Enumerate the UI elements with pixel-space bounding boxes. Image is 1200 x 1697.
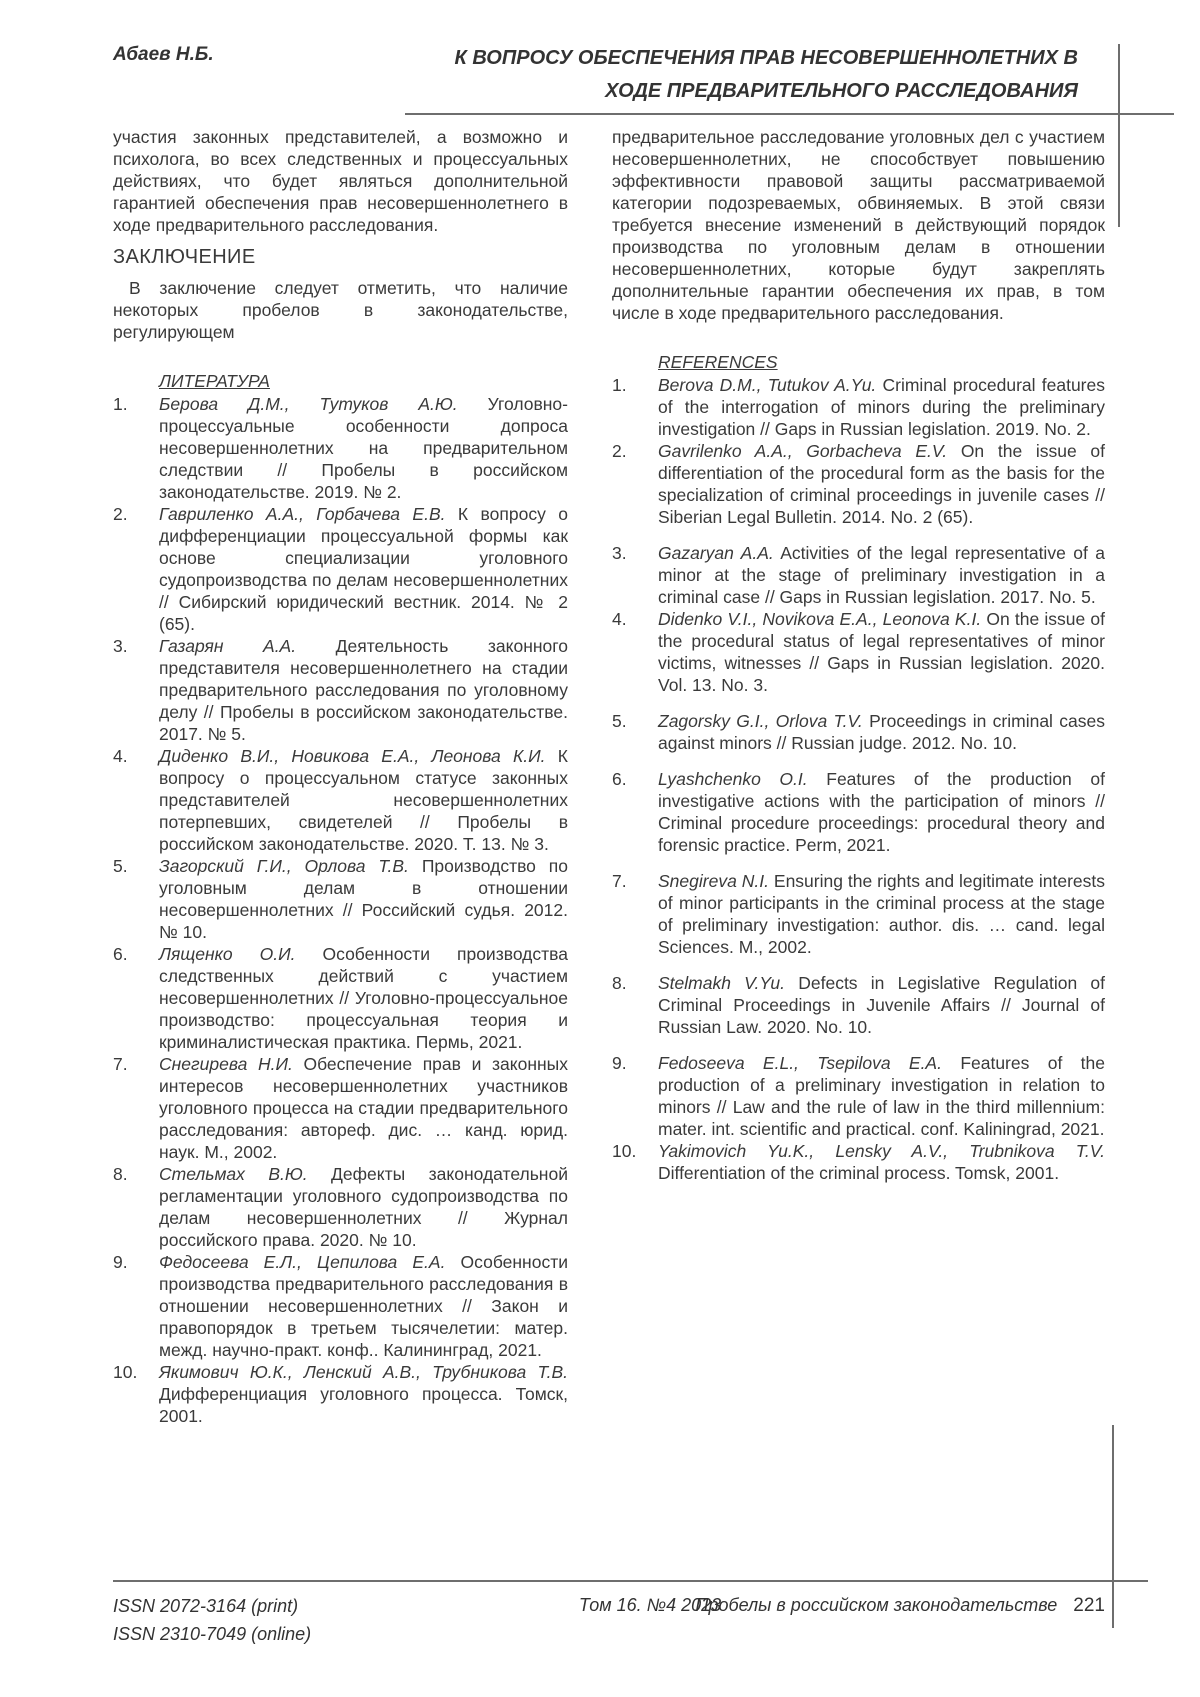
references-heading: REFERENCES (658, 352, 778, 372)
reference-authors: Гавриленко А.А., Горбачева Е.В. (159, 504, 446, 524)
reference-body: Differentiation of the criminal process. Tomsk, 2001. (658, 1163, 1060, 1183)
issn-online: ISSN 2310-7049 (online) (113, 1624, 312, 1644)
reference-text (658, 768, 1105, 856)
reference-number: 8. (113, 1164, 128, 1184)
reference-text (159, 745, 568, 855)
reference-number: 1. (612, 375, 627, 395)
reference-item (612, 710, 1105, 754)
reference-body: Ensuring the rights and legitimate interests of minor participants in the criminal process at the stage of preliminary investigation: author. dis. … cand. legal Sciences. M., 2002. (658, 871, 1105, 957)
left-column (113, 126, 568, 1427)
reference-authors: Лященко О.И. (159, 944, 296, 964)
reference-item (612, 972, 1105, 1038)
reference-body: Activities of the legal representative of a minor at the stage of preliminary investigation in a criminal case // Gaps in Russian legislation. 2017. No. 5. (658, 543, 1105, 607)
reference-body: Особенности производства предварительного расследования в отношении несовершеннолетних // Закон и правопорядок в третьем тысячелетии: матер. межд. научно-практ. конф.. Калининград, 2021. (159, 1252, 568, 1360)
reference-number: 2. (113, 504, 128, 524)
page-number: 221 (1073, 1595, 1105, 1616)
issn-print: ISSN 2072-3164 (print) (113, 1596, 299, 1616)
reference-item (113, 503, 568, 635)
reference-text (159, 503, 568, 635)
reference-authors: Berova D.M., Tutukov A.Yu. (658, 375, 877, 395)
reference-number: 4. (612, 609, 627, 629)
reference-authors: Yakimovich Yu.K., Lensky A.V., Trubnikova T.V. (658, 1141, 1105, 1161)
reference-authors: Стельмах В.Ю. (159, 1164, 308, 1184)
reference-text (658, 542, 1105, 608)
reference-text (658, 710, 1105, 754)
reference-text (159, 393, 568, 503)
reference-number: 5. (113, 856, 128, 876)
reference-item (113, 855, 568, 943)
margin-line-top (1118, 44, 1120, 227)
reference-text (658, 972, 1105, 1038)
reference-number: 10. (612, 1141, 637, 1161)
reference-number: 10. (113, 1362, 138, 1382)
reference-item (113, 1163, 568, 1251)
reference-text (658, 1052, 1105, 1140)
reference-authors: Федосеева Е.Л., Цепилова Е.А. (159, 1252, 446, 1272)
reference-number: 4. (113, 746, 128, 766)
reference-text (658, 440, 1105, 528)
reference-body: Features of the production of investigative actions with the participation of minors // Criminal procedure proceedings: procedural theory and forensic practice. Perm, 2021. (658, 769, 1105, 855)
reference-item (113, 635, 568, 745)
reference-item (612, 768, 1105, 856)
reference-body: К вопросу о дифференциации процессуальной формы как основе специализации уголовного судопроизводства по делам несовершеннолетних // Сибирский юридический вестник. 2014. № 2 (65). (159, 504, 568, 634)
literature-list (113, 393, 568, 1427)
issn-block (113, 1592, 311, 1648)
reference-body: Defects in Legislative Regulation of Criminal Proceedings in Juvenile Affairs // Journal of Russian Law. 2020. No. 10. (658, 973, 1105, 1037)
right-column (612, 126, 1105, 1427)
reference-text (658, 608, 1105, 696)
reference-text (159, 635, 568, 745)
conclusion-heading: ЗАКЛЮЧЕНИЕ (113, 246, 256, 268)
text-columns (113, 126, 1105, 1427)
reference-authors: Fedoseeva E.L., Tsepilova E.A. (658, 1053, 942, 1073)
reference-text (159, 1053, 568, 1163)
reference-body: On the issue of the procedural status of legal representatives of minor victims, witnesses // Gaps in Russian legislation. 2020. Vol. 13. No. 3. (658, 609, 1105, 695)
reference-item (612, 542, 1105, 608)
journal-title: Пробелы в российском законодательстве (695, 1595, 1058, 1615)
reference-number: 7. (113, 1054, 128, 1074)
reference-authors: Snegireva N.I. (658, 871, 769, 891)
paragraph-continuation: предварительное расследование уголовных дел с участием несовершеннолетних, не способствует повышению эффективности правовой защиты рассматриваемой категории подозреваемых, обвиняемых. В этой связи требуется внесение изменений в действующий порядок производства по уголовным делам в отношении несовершеннолетних, которые будут закреплять дополнительные гарантии обеспечения их прав, в том числе в ходе предварительного расследования. (612, 127, 1105, 323)
reference-body: Features of the production of a preliminary investigation in relation to minors // Law and the rule of law in the third millennium: mater. int. scientific and practical. conf. Kaliningrad, 2021. (658, 1053, 1105, 1139)
reference-text (159, 1163, 568, 1251)
reference-number: 2. (612, 441, 627, 461)
article-title: К ВОПРОСУ ОБЕСПЕЧЕНИЯ ПРАВ НЕСОВЕРШЕННОЛЕТНИХ В ХОДЕ ПРЕДВАРИТЕЛЬНОГО РАССЛЕДОВАНИЯ (454, 47, 1078, 102)
references-list (612, 374, 1105, 1184)
literature-heading: ЛИТЕРАТУРА (159, 371, 270, 391)
margin-line-bottom (1112, 1425, 1114, 1628)
reference-body: Proceedings in criminal cases against minors // Russian judge. 2012. No. 10. (658, 711, 1105, 753)
reference-item (612, 374, 1105, 440)
reference-item (612, 1052, 1105, 1140)
reference-body: Criminal procedural features of the interrogation of minors during the preliminary investigation // Gaps in Russian legislation. 2019. No. 2. (658, 375, 1105, 439)
reference-text (658, 870, 1105, 958)
reference-text (159, 1251, 568, 1361)
reference-item (113, 393, 568, 503)
author-name: Абаев Н.Б. (113, 44, 214, 65)
reference-text (658, 1140, 1105, 1184)
reference-authors: Диденко В.И., Новикова Е.А., Леонова К.И. (159, 746, 546, 766)
reference-body: Обеспечение прав и законных интересов несовершеннолетних участников уголовного процесса на стадии предварительного расследования: автореф. дис. … канд. юрид. наук. М., 2002. (159, 1054, 568, 1162)
reference-number: 8. (612, 973, 627, 993)
reference-number: 3. (612, 543, 627, 563)
reference-authors: Берова Д.М., Тутуков А.Ю. (159, 394, 458, 414)
reference-item (612, 440, 1105, 528)
header-rule (405, 113, 1174, 115)
reference-body: Уголовно-процессуальные особенности допроса несовершеннолетних на предварительном следствии // Пробелы в российском законодательстве. 2019. № 2. (159, 394, 568, 502)
reference-body: Дифференциация уголовного процесса. Томск, 2001. (159, 1384, 568, 1426)
reference-authors: Didenko V.I., Novikova E.A., Leonova K.I. (658, 609, 982, 629)
reference-authors: Снегирева Н.И. (159, 1054, 293, 1074)
reference-item (113, 745, 568, 855)
reference-number: 6. (612, 769, 627, 789)
reference-number: 9. (113, 1252, 128, 1272)
reference-item (113, 1361, 568, 1427)
reference-item (612, 870, 1105, 958)
reference-number: 1. (113, 394, 128, 414)
reference-body: Производство по уголовным делам в отношении несовершеннолетних // Российский судья. 2012. № 10. (159, 856, 568, 942)
reference-text (159, 855, 568, 943)
reference-authors: Якимович Ю.К., Ленский А.В., Трубникова Т.В. (159, 1362, 568, 1382)
reference-body: К вопросу о процессуальном статусе законных представителей несовершеннолетних потерпевших, свидетелей // Пробелы в российском законодательстве. 2020. Т. 13. № 3. (159, 746, 568, 854)
paragraph-continuation: участия законных представителей, а возможно и психолога, во всех следственных и процессуальных действиях, что будет являться дополнительной гарантией обеспечения прав несовершеннолетнего в ходе предварительного расследования. (113, 127, 568, 235)
reference-number: 5. (612, 711, 627, 731)
reference-authors: Загорский Г.И., Орлова Т.В. (159, 856, 409, 876)
reference-authors: Zagorsky G.I., Orlova T.V. (658, 711, 863, 731)
reference-authors: Gazaryan A.A. (658, 543, 774, 563)
reference-authors: Газарян А.А. (159, 636, 297, 656)
reference-item (612, 1140, 1105, 1184)
reference-item (113, 1251, 568, 1361)
reference-body: Особенности производства следственных действий с участием несовершеннолетних // Уголовно-процессуальное производство: процессуальная теория и криминалистическая практика. Пермь, 2021. (159, 944, 568, 1052)
conclusion-paragraph: В заключение следует отметить, что наличие некоторых пробелов в законодательстве, регулирующем (113, 278, 568, 342)
reference-body: Деятельность законного представителя несовершеннолетнего на стадии предварительного расследования по уголовному делу // Пробелы в российском законодательстве. 2017. № 5. (159, 636, 569, 744)
reference-item (113, 1053, 568, 1163)
reference-authors: Lyashchenko O.I. (658, 769, 808, 789)
reference-text (159, 943, 568, 1053)
reference-number: 9. (612, 1053, 627, 1073)
reference-authors: Stelmakh V.Yu. (658, 973, 786, 993)
reference-number: 7. (612, 871, 627, 891)
footer-rule (113, 1580, 1148, 1582)
reference-body: Дефекты законодательной регламентации уголовного судопроизводства по делам несовершеннолетних // Журнал российского права. 2020. № 10. (159, 1164, 568, 1250)
journal-footer (695, 1595, 1105, 1617)
reference-text (159, 1361, 568, 1427)
reference-number: 3. (113, 636, 128, 656)
reference-number: 6. (113, 944, 128, 964)
reference-item (612, 608, 1105, 696)
reference-text (658, 374, 1105, 440)
volume-issue: Том 16. №4 2023 (578, 1595, 722, 1615)
reference-authors: Gavrilenko A.A., Gorbacheva E.V. (658, 441, 948, 461)
reference-item (113, 943, 568, 1053)
reference-body: On the issue of differentiation of the procedural form as the basis for the specialization of criminal proceedings in juvenile cases // Siberian Legal Bulletin. 2014. No. 2 (65). (658, 441, 1105, 527)
